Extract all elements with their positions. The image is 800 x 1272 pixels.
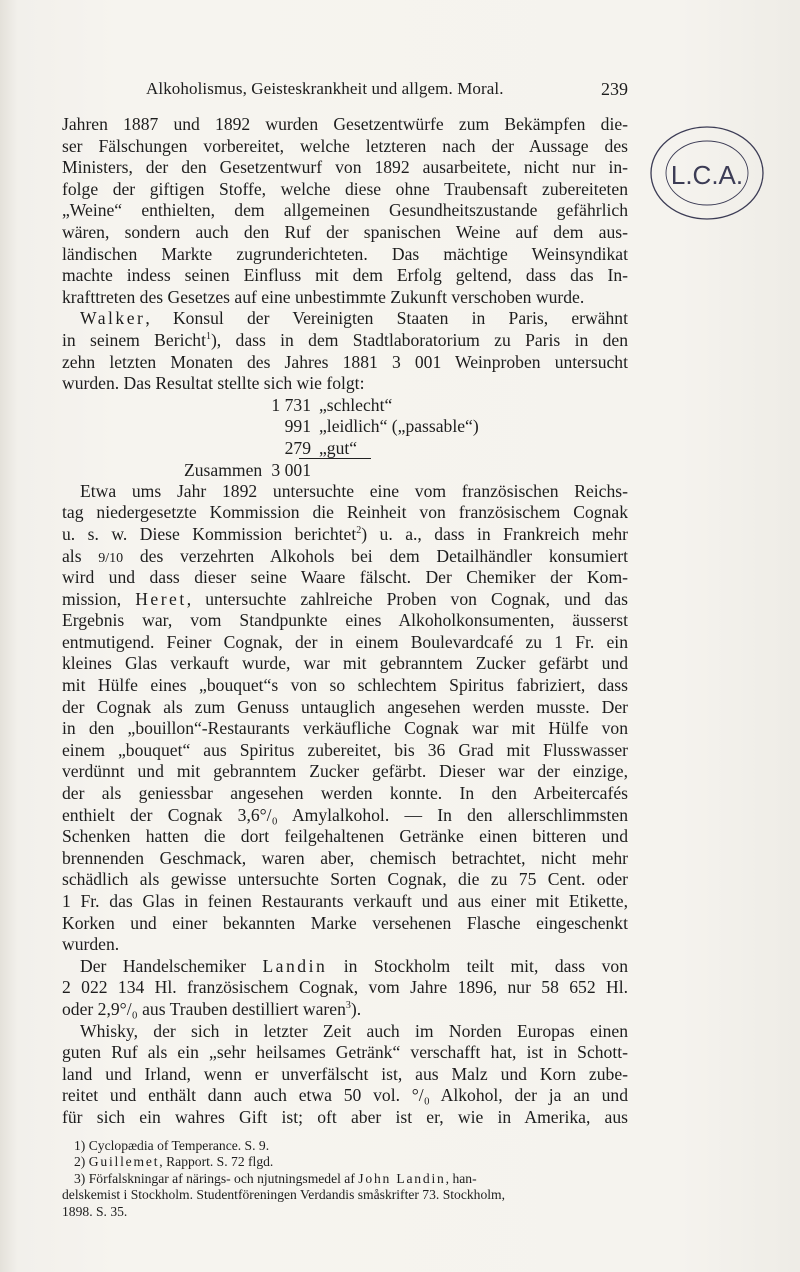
person-name: Guillemet <box>88 1154 160 1170</box>
table-row <box>62 416 628 438</box>
text-line: Der Handelschemiker Landin in Stockholm teilt mit, dass von <box>80 955 628 976</box>
text-line: 2 022 134 Hl. französischem Cognak, vom Jahre 1896, nur 58 652 Hl. <box>62 977 628 998</box>
text-line: guten Ruf als ein „sehr heilsames Getränk“ verschafft hat, ist in Schott- <box>62 1042 628 1063</box>
footnote-3-cont: delskemist i Stockholm. Studentföreningen Verdandis småskrifter 73. Stockholm, <box>62 1187 506 1203</box>
text-line: Schenken hatten die dort feilgehaltenen Getränke einen bitteren und <box>62 826 628 847</box>
text-line: u. s. w. Diese Kommission berichtet$^2$) u. a., dass in Frankreich mehr <box>62 523 628 544</box>
row-label: „schlecht“ <box>319 394 393 415</box>
text-line: kleines Glas verkauft wurde, war mit gebranntem Zucker gefärbt und <box>62 653 628 674</box>
text-line: krafttreten des Gesetzes auf eine unbestimmte Zukunft verschoben wurde. <box>62 286 585 307</box>
text-line: entmutigend. Feiner Cognak, der in einem Boulevardcafé zu 1 Fr. ein <box>62 631 628 652</box>
running-title: Alkoholismus, Geisteskrankheit und allgem. Moral. <box>146 79 504 98</box>
text-line: wurden. <box>62 934 120 955</box>
footnote-2: 2) Guillemet, Rapport. S. 72 flgd. <box>74 1154 274 1170</box>
footnote-1: 1) Cyclopædia of Temperance. S. 9. <box>74 1138 270 1153</box>
stamp-text: L.C.A. <box>670 160 744 190</box>
text-line: Korken und einer bekannten Marke versehenen Flasche eingeschenkt <box>62 912 628 933</box>
text-line: ser Fälschungen vorbereitet, welche letzteren nach der Aussage des <box>62 135 628 156</box>
footnotes <box>62 1138 630 1220</box>
person-name: John Landin <box>358 1170 446 1186</box>
text-line: zehn letzten Monaten des Jahres 1881 3 001 Weinproben untersucht <box>62 351 628 372</box>
text-line: Whisky, der sich in letzter Zeit auch im Norden Europas einen <box>80 1020 628 1041</box>
text-line: der als geniessbar angesehen werden konnte. In den Arbeitercafés <box>62 783 628 804</box>
text-line: wird und dass dieser seine Waare fälscht. Der Chemiker der Kom- <box>62 567 628 588</box>
footnote-ref: 1 <box>205 331 211 343</box>
text-line: in seinem Bericht$^1$), dass in dem Stadtlaboratorium zu Paris in den <box>62 329 628 350</box>
text-line: folge der giftigen Stoffe, welche diese ohne Traubensaft zubereiteten <box>62 178 628 199</box>
text-line: für sich ein wahres Gift ist; oft aber ist er, wie in Amerika, aus <box>62 1106 628 1127</box>
person-name: Heret <box>135 588 187 609</box>
row-label: „gut“ <box>319 437 358 458</box>
footnote-ref: 2 <box>356 525 362 537</box>
text-line: oder 2,9°/₀ aus Trauben destilliert waren$^3$). <box>62 998 362 1019</box>
text-line: brennenden Geschmack, waren aber, chemisch betrachtet, nicht mehr <box>62 847 628 868</box>
text-line: in den „bouillon“-Restaurants verkäufliche Cognak war mit Hülfe von <box>62 718 628 739</box>
text-line: land und Irland, wenn er unverfälscht ist, aus Malz und Korn zube- <box>62 1063 628 1084</box>
text-line: machte indess seinen Einfluss mit dem Erfolg geltend, dass das In- <box>62 265 628 286</box>
person-name: Walker <box>80 308 146 329</box>
footnote-3-cont: 1898. S. 35. <box>62 1203 128 1219</box>
text-line: der Cognak als zum Genuss untauglich angesehen werden musste. Der <box>62 696 628 717</box>
text-line: mission, Heret, untersuchte zahlreiche Proben von Cognak, und das <box>62 588 629 609</box>
text-line: enthielt der Cognak 3,6°/₀ Amylalkohol. — In den allerschlimmsten <box>62 804 628 825</box>
text-line: Ergebnis war, vom Standpunkte eines Alkoholkonsumenten, äusserst <box>62 610 628 631</box>
footnote-3: 3) Förfalskningar af närings- och njutningsmedel af John Landin, han- <box>74 1170 477 1186</box>
total-label: Zusammen <box>184 459 263 480</box>
table-row <box>62 395 628 417</box>
table-row <box>62 438 628 460</box>
row-label: „leidlich“ („passable“) <box>319 416 479 437</box>
text-line: 1 Fr. das Glas in feinen Restaurants verkauft und aus einer mit Etikette, <box>62 891 628 911</box>
text-line: schädlich als gewisse untersuchte Sorten Cognak, die zu 75 Cent. oder <box>62 869 628 890</box>
text-line: einem „bouquet“ aus Spiritus zubereitet, bis 36 Grad mit Flusswasser <box>62 739 628 760</box>
row-count: 279 <box>284 437 311 458</box>
page-number: 239 <box>601 79 628 99</box>
text-line: Walker, Konsul der Vereinigten Staaten in Paris, erwähnt <box>80 308 628 329</box>
text-line: Ministers, der den Gesetzentwurf von 1892 ausarbeitete, nicht nur in- <box>62 157 628 178</box>
row-count: 1 731 <box>271 394 311 415</box>
text-line: „Weine“ enthielten, dem allgemeinen Gesundheitszustande gefährlich <box>62 200 628 221</box>
footnote-ref: 3 <box>345 1000 351 1012</box>
text-line: tag niedergesetzte Kommission die Reinheit von französischem Cognak <box>62 502 628 523</box>
results-table <box>62 395 628 481</box>
row-count: 991 <box>284 416 311 437</box>
fraction: 9/10 <box>98 550 124 566</box>
text-line: ländischen Markte zugrunderichteten. Das mächtige Weinsyndikat <box>62 243 628 264</box>
text-line: verdünnt und mit gebranntem Zucker gefärbt. Dieser war der einzige, <box>62 761 628 782</box>
total-count: 3 001 <box>271 459 311 480</box>
person-name: Landin <box>262 955 328 976</box>
table-total-row <box>62 460 628 482</box>
text-line: reitet und enthält dann auch etwa 50 vol. °/₀ Alkohol, der ja an und <box>62 1085 628 1106</box>
text-line: Etwa ums Jahr 1892 untersuchte eine vom französischen Reichs- <box>80 480 628 501</box>
library-stamp-icon <box>648 124 766 222</box>
text-line: mit Hülfe eines „bouquet“s von so schlechtem Spiritus fabriziert, dass <box>62 675 628 696</box>
text-line: als 9/10 des verzehrten Alkohols bei dem Detailhändler konsumiert <box>62 545 628 566</box>
text-line: wären, sondern auch den Ruf der spanischen Weine auf dem aus- <box>62 221 628 242</box>
running-header <box>62 79 628 101</box>
text-line: Jahren 1887 und 1892 wurden Gesetzentwürfe zum Bekämpfen die- <box>62 114 628 134</box>
text-line: wurden. Das Resultat stellte sich wie folgt: <box>62 373 365 394</box>
main-text <box>62 114 628 1129</box>
